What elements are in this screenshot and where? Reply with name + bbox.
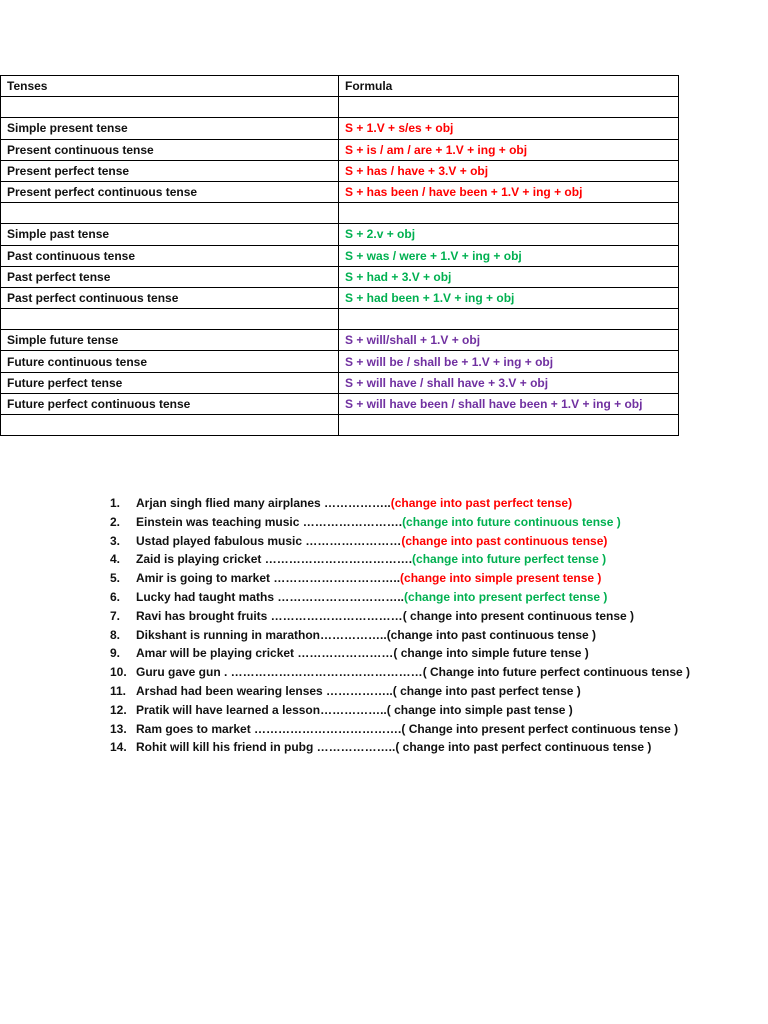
exercise-sentence: Rohit will kill his friend in pubg ……………….. xyxy=(136,740,396,755)
exercise-number: 4. xyxy=(110,552,121,567)
exercise-item xyxy=(110,550,690,569)
table-body xyxy=(1,76,679,436)
tense-name-cell: Future perfect continuous tense xyxy=(1,393,339,414)
tense-name-cell xyxy=(1,415,339,436)
exercise-item xyxy=(110,682,690,701)
exercise-number: 8. xyxy=(110,627,121,642)
exercise-instruction: ( change into simple future tense ) xyxy=(393,646,589,661)
formula-cell xyxy=(339,415,679,436)
formula-cell: S + will/shall + 1.V + obj xyxy=(339,330,679,351)
exercise-number: 9. xyxy=(110,646,121,661)
table-row xyxy=(1,393,679,414)
exercise-item xyxy=(110,720,690,739)
formula-cell: S + has been / have been + 1.V + ing + obj xyxy=(339,181,679,202)
tense-name-cell: Past perfect tense xyxy=(1,266,339,287)
tense-name-cell: Present continuous tense xyxy=(1,139,339,160)
tense-name-cell: Future continuous tense xyxy=(1,351,339,372)
tense-name-cell xyxy=(1,97,339,118)
exercise-item xyxy=(110,588,690,607)
exercise-sentence: Arjan singh flied many airplanes …………….. xyxy=(136,496,391,510)
formula-cell: S + will be / shall be + 1.V + ing + obj xyxy=(339,351,679,372)
table-row xyxy=(1,160,679,181)
table-row xyxy=(1,139,679,160)
exercise-instruction: ( change into simple past tense ) xyxy=(386,702,573,717)
exercise-instruction: ( change into present continuous tense ) xyxy=(402,608,635,623)
exercise-item xyxy=(110,569,690,588)
formula-cell: S + 2.v + obj xyxy=(339,224,679,245)
table-row xyxy=(1,351,679,372)
formula-cell: S + will have been / shall have been + 1.V + ing + obj xyxy=(339,393,679,414)
exercise-instruction: (change into simple present tense ) xyxy=(400,571,602,586)
exercise-number: 6. xyxy=(110,589,121,604)
exercise-number: 14. xyxy=(110,740,127,755)
formula-cell: S + will have / shall have + 3.V + obj xyxy=(339,372,679,393)
exercise-instruction: (change into future perfect tense ) xyxy=(412,552,607,567)
table-row xyxy=(1,309,679,330)
exercise-instruction: ( Change into present perfect continuous tense ) xyxy=(401,721,679,736)
exercise-sentence: Arshad had been wearing lenses …………….. xyxy=(136,683,393,698)
exercise-instruction: ( change into past perfect continuous tense ) xyxy=(395,740,652,755)
exercise-item xyxy=(110,626,690,645)
exercise-sentence: Dikshant is running in marathon…………….. xyxy=(136,627,387,642)
exercise-number: 7. xyxy=(110,608,121,623)
exercise-item xyxy=(110,738,690,757)
exercise-item xyxy=(110,701,690,720)
exercise-instruction: (change into future continuous tense ) xyxy=(402,514,621,529)
tense-name-cell xyxy=(1,203,339,224)
exercise-number: 2. xyxy=(110,514,121,529)
exercise-sentence: Lucky had taught maths ………………………….. xyxy=(136,589,405,604)
exercise-item xyxy=(110,663,690,682)
tense-name-cell: Simple future tense xyxy=(1,330,339,351)
formula-cell xyxy=(339,203,679,224)
tense-formula-table xyxy=(0,75,679,436)
table-row xyxy=(1,203,679,224)
exercise-number: 11. xyxy=(110,683,127,698)
exercise-sentence: Ram goes to market ………………………………. xyxy=(136,721,402,736)
table-row xyxy=(1,287,679,308)
exercise-sentence: Ravi has brought fruits …………………………… xyxy=(136,608,403,623)
tense-name-cell xyxy=(1,309,339,330)
exercise-item xyxy=(110,532,690,551)
formula-cell xyxy=(339,309,679,330)
table-row xyxy=(1,118,679,139)
exercise-number: 3. xyxy=(110,533,121,548)
formula-cell: S + had been + 1.V + ing + obj xyxy=(339,287,679,308)
formula-cell: S + 1.V + s/es + obj xyxy=(339,118,679,139)
formula-cell: S + has / have + 3.V + obj xyxy=(339,160,679,181)
exercise-sentence: Guru gave gun . ………………………………………… xyxy=(136,665,423,680)
tense-name-cell: Future perfect tense xyxy=(1,372,339,393)
formula-cell: S + was / were + 1.V + ing + obj xyxy=(339,245,679,266)
exercise-item xyxy=(110,494,690,513)
exercise-sentence: Amar will be playing cricket …………………… xyxy=(136,646,394,661)
exercise-sentence: Zaid is playing cricket ………………………………. xyxy=(136,552,413,567)
table-row xyxy=(1,415,679,436)
exercise-instruction: (change into past perfect tense) xyxy=(390,496,573,510)
exercise-item xyxy=(110,644,690,663)
exercise-number: 10. xyxy=(110,665,127,680)
formula-cell: S + had + 3.V + obj xyxy=(339,266,679,287)
tense-name-cell: Present perfect tense xyxy=(1,160,339,181)
exercise-instruction: ( Change into future perfect continuous tense ) xyxy=(422,665,691,680)
exercise-instruction: (change into past continuous tense) xyxy=(401,533,608,548)
tense-name-cell: Past continuous tense xyxy=(1,245,339,266)
header-formula: Formula xyxy=(339,76,679,97)
header-tenses: Tenses xyxy=(1,76,339,97)
tense-name-cell: Simple present tense xyxy=(1,118,339,139)
exercise-number: 1. xyxy=(110,496,121,510)
exercise-sentence: Ustad played fabulous music …………………… xyxy=(136,533,402,548)
exercise-instruction: (change into present perfect tense ) xyxy=(404,589,608,604)
table-row xyxy=(1,224,679,245)
exercise-item xyxy=(110,513,690,532)
exercise-number: 12. xyxy=(110,702,127,717)
formula-cell: S + is / am / are + 1.V + ing + obj xyxy=(339,139,679,160)
tense-name-cell: Past perfect continuous tense xyxy=(1,287,339,308)
table-row xyxy=(1,181,679,202)
exercise-list xyxy=(110,494,690,757)
table-row xyxy=(1,266,679,287)
table-row xyxy=(1,372,679,393)
tense-name-cell: Present perfect continuous tense xyxy=(1,181,339,202)
tense-name-cell: Simple past tense xyxy=(1,224,339,245)
table-header-row xyxy=(1,76,679,97)
exercise-number: 5. xyxy=(110,571,121,586)
exercise-number: 13. xyxy=(110,721,127,736)
exercise-sentence: Pratik will have learned a lesson…………….. xyxy=(136,702,387,717)
exercise-sentence: Einstein was teaching music ……………………. xyxy=(136,514,403,529)
exercise-item xyxy=(110,607,690,626)
table-row xyxy=(1,245,679,266)
exercise-instruction: (change into past continuous tense ) xyxy=(386,627,597,642)
exercise-instruction: ( change into past perfect tense ) xyxy=(392,683,581,698)
formula-cell xyxy=(339,97,679,118)
table-row xyxy=(1,97,679,118)
exercise-sentence: Amir is going to market ………………………….. xyxy=(136,571,401,586)
table-row xyxy=(1,330,679,351)
